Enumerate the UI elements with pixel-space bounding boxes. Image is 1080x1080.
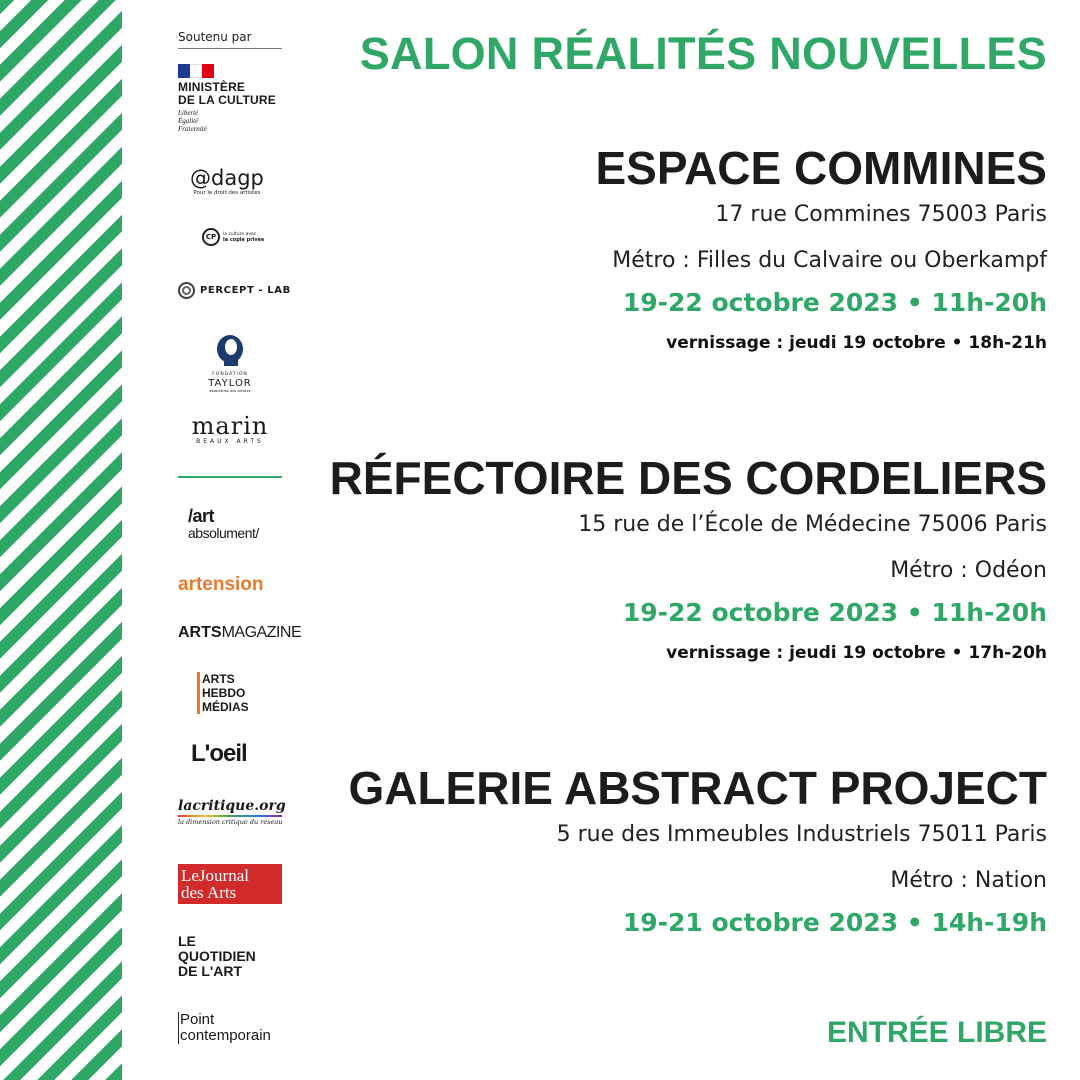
french-flag-icon (178, 64, 214, 78)
venue-dates: 19-22 octobre 2023 • 11h-20h (622, 598, 1047, 627)
adagp-logo: @dagp Pour le droit des artistes (190, 166, 264, 196)
percept-circle-icon (178, 282, 195, 299)
venue-vernissage: vernissage : jeudi 19 octobre • 17h-20h (666, 643, 1047, 663)
copie-privee-logo: CP la culture avec la copie privée (202, 228, 264, 246)
arts-magazine-logo: ARTSMAGAZINE (178, 624, 302, 641)
green-striped-border (0, 0, 122, 1080)
venue-dates: 19-22 octobre 2023 • 11h-20h (622, 288, 1047, 317)
quotidien-de-lart-logo: LE QUOTIDIEN DE L'ART (178, 933, 256, 979)
venue-metro: Métro : Odéon (890, 558, 1047, 583)
venue-vernissage: vernissage : jeudi 19 octobre • 18h-21h (666, 333, 1047, 353)
venue-espace-commines (287, 142, 1047, 355)
taylor-portrait-icon (215, 334, 245, 368)
arts-hebdo-medias-logo: ARTS HEBDO MÉDIAS (197, 672, 249, 714)
marin-beaux-arts-logo: marin BEAUX ARTS (191, 412, 269, 445)
percept-lab-logo: PERCEPT - LAB (178, 282, 291, 299)
ministere-culture-logo: MINISTÈRE DE LA CULTURE Liberté Égalité Fraternité (178, 64, 276, 133)
venue-metro: Métro : Filles du Calvaire ou Oberkampf (612, 248, 1047, 273)
section-divider (178, 476, 282, 478)
venue-name: GALERIE ABSTRACT PROJECT (348, 762, 1047, 814)
salon-title: SALON RÉALITÉS NOUVELLES (359, 28, 1047, 79)
venue-name: RÉFECTOIRE DES CORDELIERS (329, 452, 1047, 504)
free-entry-label: ENTRÉE LIBRE (826, 1016, 1047, 1049)
supported-by-label: Soutenu par (178, 30, 282, 49)
venue-address: 15 rue de l’École de Médecine 75006 Paris (578, 512, 1047, 537)
venue-dates: 19-21 octobre 2023 • 14h-19h (622, 908, 1047, 937)
artension-logo: artension (178, 574, 264, 595)
venue-galerie-abstract-project (287, 762, 1047, 940)
venue-address: 17 rue Commines 75003 Paris (715, 202, 1047, 227)
venue-address: 5 rue des Immeubles Industriels 75011 Paris (556, 822, 1047, 847)
point-contemporain-logo: Point contemporain (180, 1011, 271, 1044)
art-absolument-logo: /art absolument/ (188, 506, 259, 541)
venue-refectoire-cordeliers (287, 452, 1047, 665)
la-critique-logo: lacritique.org la dimension critique du réseau (178, 798, 286, 826)
fondation-taylor-logo: FONDATION TAYLOR association des artistes (194, 334, 266, 394)
sponsors-column (178, 30, 282, 49)
venue-name: ESPACE COMMINES (595, 142, 1047, 194)
rainbow-rule (178, 815, 282, 817)
venue-metro: Métro : Nation (890, 868, 1047, 893)
journal-des-arts-logo: LeJournal des Arts (178, 864, 282, 904)
loeil-logo: L'oeil (191, 740, 247, 767)
